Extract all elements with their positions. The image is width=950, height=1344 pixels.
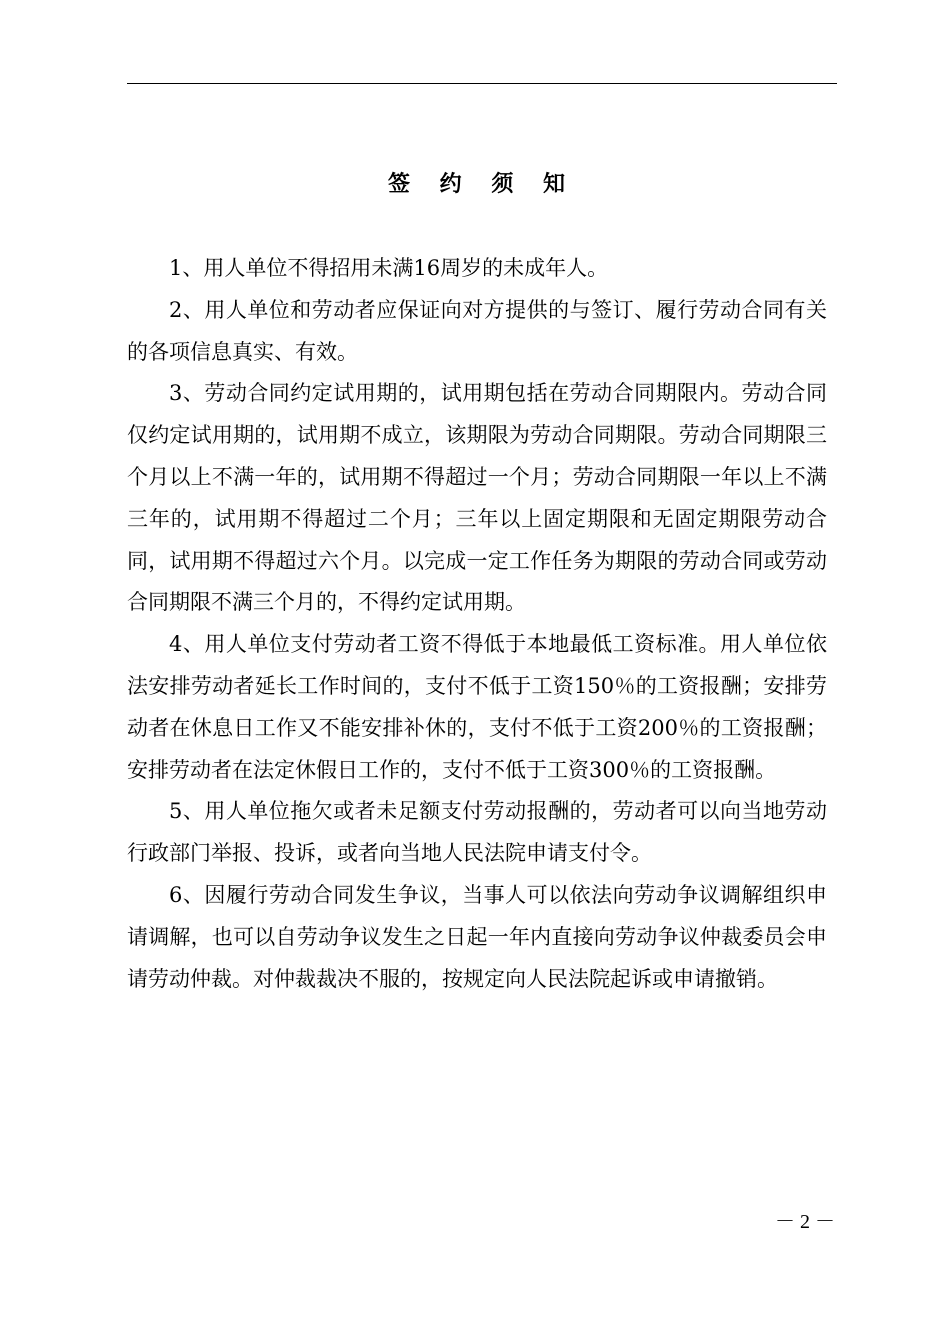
- document-body: [127, 248, 827, 1000]
- page-number: － 2 －: [775, 1211, 835, 1233]
- paragraph-2: 2、用人单位和劳动者应保证向对方提供的与签订、履行劳动合同有关的各项信息真实、有效。: [127, 297, 827, 364]
- paragraph-5: 5、用人单位拖欠或者未足额支付劳动报酬的，劳动者可以向当地劳动行政部门举报、投诉，或者向当地人民法院申请支付令。: [127, 799, 827, 866]
- paragraph-4: 4、用人单位支付劳动者工资不得低于本地最低工资标准。用人单位依法安排劳动者延长工作时间的，支付不低于工资150％的工资报酬；安排劳动者在休息日工作又不能安排补休的，支付不低于工资200％的工资报酬；安排劳动者在法定休假日工作的，支付不低于工资300％的工资报酬。: [127, 632, 827, 782]
- document-title: 签 约 须 知: [388, 172, 576, 197]
- paragraph-1: 1、用人单位不得招用未满16周岁的未成年人。: [169, 256, 609, 280]
- header-rule: [127, 83, 837, 84]
- paragraph-6: 6、因履行劳动合同发生争议，当事人可以依法向劳动争议调解组织申请调解，也可以自劳动争议发生之日起一年内直接向劳动争议仲裁委员会申请劳动仲裁。对仲裁裁决不服的，按规定向人民法院起诉或申请撤销。: [127, 882, 827, 991]
- paragraph-3: 3、劳动合同约定试用期的，试用期包括在劳动合同期限内。劳动合同仅约定试用期的，试用期不成立，该期限为劳动合同期限。劳动合同期限三个月以上不满一年的，试用期不得超过一个月；劳动合同期限一年以上不满三年的，试用期不得超过二个月；三年以上固定期限和无固定期限劳动合同，试用期不得超过六个月。以完成一定工作任务为期限的劳动合同或劳动合同期限不满三个月的，不得约定试用期。: [127, 381, 827, 615]
